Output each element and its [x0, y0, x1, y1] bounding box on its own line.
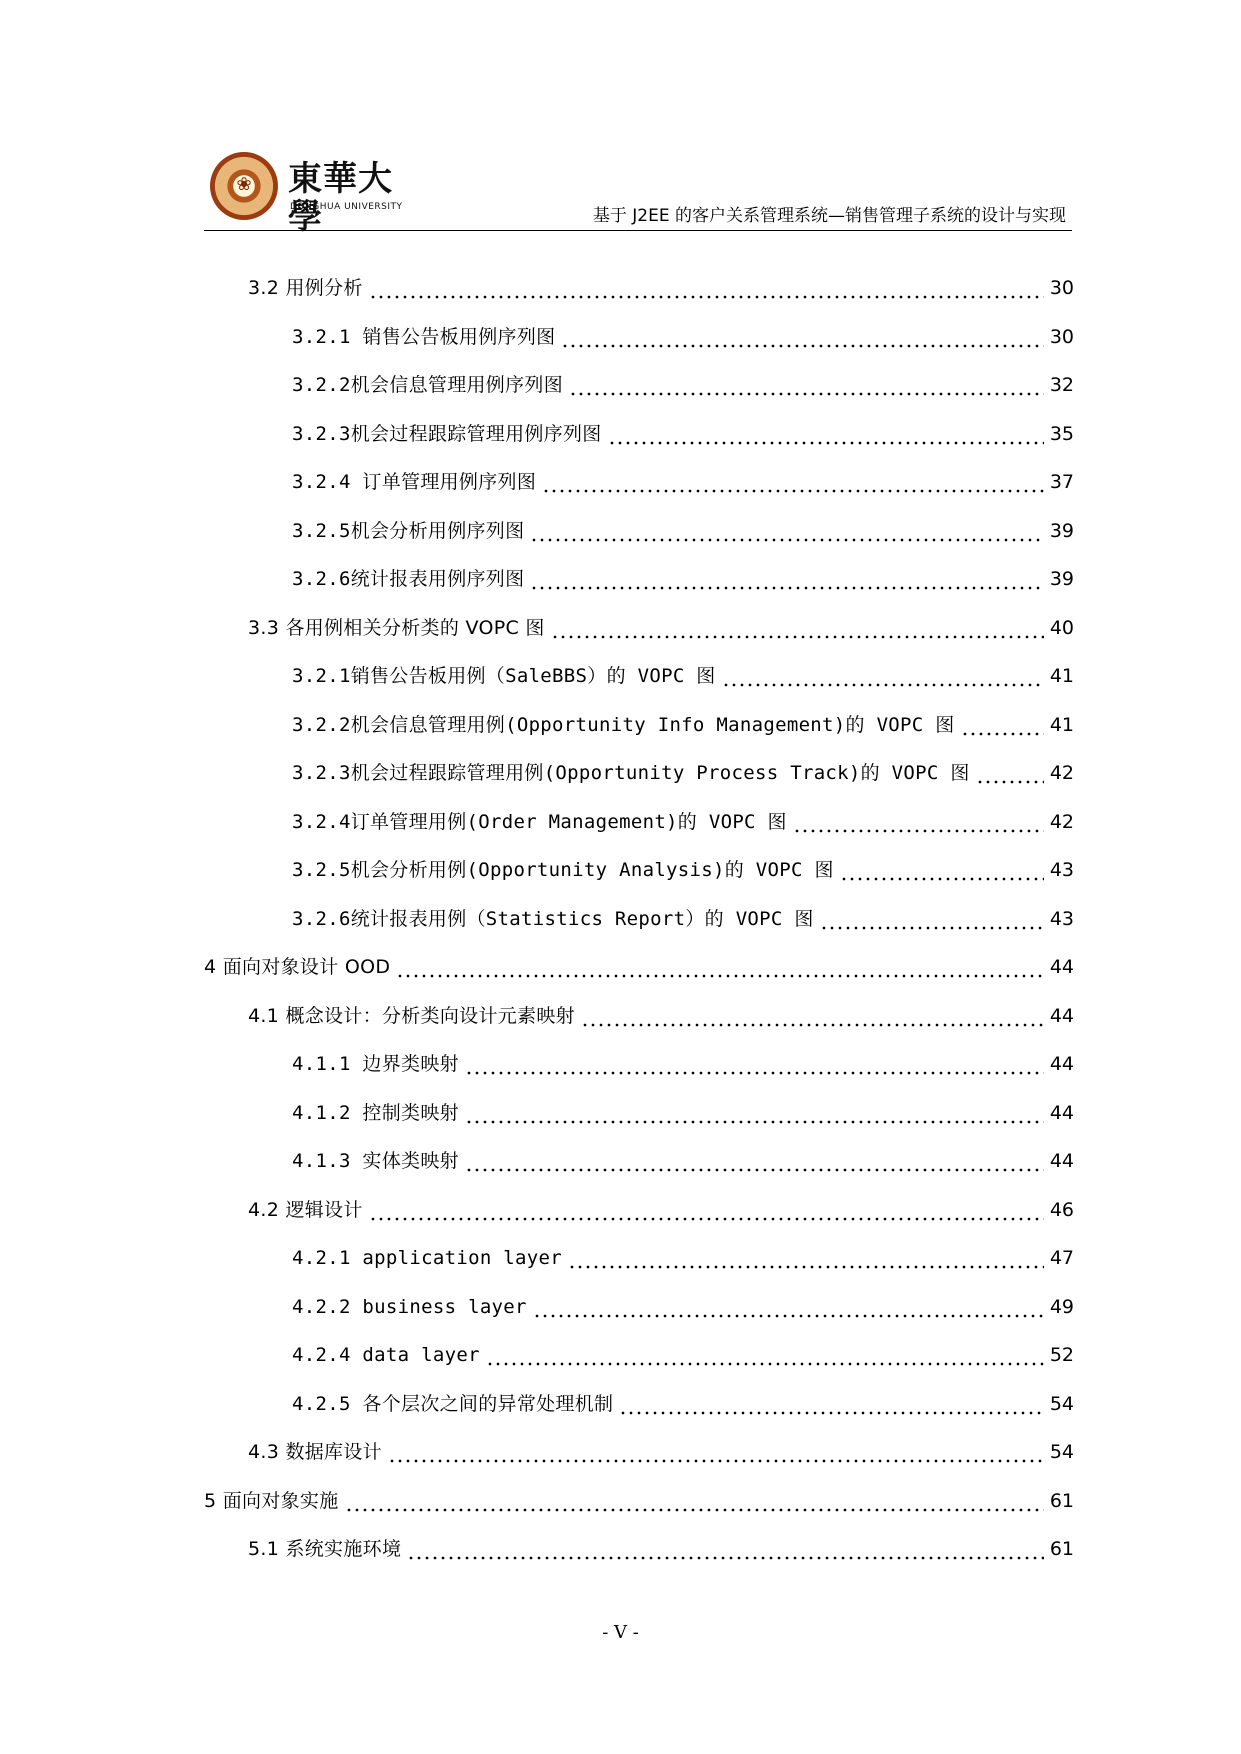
toc-entry-page: 44: [1049, 1004, 1074, 1027]
toc-entry[interactable]: [292, 707, 1074, 737]
toc-leader-dots: [388, 1440, 1044, 1464]
toc-entry-page: 37: [1049, 471, 1074, 493]
toc-entry[interactable]: [292, 513, 1074, 543]
toc-entry[interactable]: [292, 319, 1074, 349]
toc-entry[interactable]: [292, 464, 1074, 494]
toc-entry-page: 61: [1049, 1489, 1074, 1512]
toc-leader-dots: [569, 373, 1044, 397]
toc-entry-page: 40: [1049, 616, 1074, 639]
toc-leader-dots: [345, 1489, 1044, 1513]
toc-entry-label: 4.3 数据库设计: [248, 1441, 382, 1463]
toc-entry-label: 3.2.3机会过程跟踪管理用例(Opportunity Process Track)的 VOPC 图: [292, 762, 970, 784]
toc-entry-label: 4.2.1 application layer: [292, 1247, 562, 1269]
toc-entry-page: 41: [1049, 713, 1074, 736]
logo-chinese-name: 東華大學: [288, 159, 393, 237]
toc-entry[interactable]: [292, 1337, 1074, 1367]
toc-entry[interactable]: [292, 1046, 1074, 1076]
toc-entry-label: 3.2.6统计报表用例（Statistics Report）的 VOPC 图: [292, 907, 814, 930]
toc-entry-label: 4.1.2 控制类映射: [292, 1101, 459, 1124]
toc-entry-page: 44: [1049, 1150, 1074, 1172]
toc-leader-dots: [722, 664, 1044, 688]
toc-entry-label: 3.2 用例分析: [248, 277, 363, 299]
toc-entry[interactable]: [292, 1289, 1074, 1319]
document-title: 基于 J2EE 的客户关系管理系统—销售管理子系统的设计与实现: [592, 206, 1066, 226]
toc-entry-label: 3.2.1销售公告板用例（SaleBBS）的 VOPC 图: [292, 665, 716, 687]
toc-entry-page: 52: [1049, 1344, 1074, 1366]
toc-entry-label: 4.2.2 business layer: [292, 1295, 527, 1318]
toc-leader-dots: [608, 422, 1044, 446]
toc-leader-dots: [561, 325, 1043, 349]
toc-leader-dots: [369, 276, 1044, 300]
toc-entry-label: 3.2.5机会分析用例(Opportunity Analysis)的 VOPC 图: [292, 859, 834, 881]
toc-leader-dots: [619, 1392, 1043, 1416]
toc-entry-page: 49: [1049, 1295, 1074, 1318]
toc-entry-page: 44: [1049, 1053, 1074, 1075]
toc-entry-label: 3.2.2机会信息管理用例(Opportunity Info Management)的 VOPC 图: [292, 713, 955, 736]
toc-entry[interactable]: [292, 1386, 1074, 1416]
toc-leader-dots: [533, 1295, 1044, 1319]
toc-entry-label: 3.2.2机会信息管理用例序列图: [292, 374, 563, 396]
toc-entry-page: 43: [1049, 907, 1074, 930]
toc-leader-dots: [530, 567, 1043, 591]
toc-leader-dots: [976, 761, 1044, 785]
toc-entry[interactable]: [292, 1095, 1074, 1125]
toc-leader-dots: [542, 470, 1044, 494]
seal-emblem-icon: ❀: [236, 174, 252, 195]
toc-entry[interactable]: [292, 1143, 1074, 1173]
toc-leader-dots: [820, 907, 1044, 931]
toc-entry-label: 4.1.3 实体类映射: [292, 1150, 459, 1172]
toc-entry-page: 39: [1049, 519, 1074, 542]
toc-entry-label: 3.2.4 订单管理用例序列图: [292, 471, 537, 493]
toc-leader-dots: [551, 616, 1044, 640]
toc-entry-label: 4.2.5 各个层次之间的异常处理机制: [292, 1392, 614, 1415]
toc-entry[interactable]: [248, 270, 1074, 300]
page-number: - V -: [602, 1622, 639, 1643]
toc-entry-label: 4.2.4 data layer: [292, 1344, 480, 1366]
toc-entry-label: 3.3 各用例相关分析类的 VOPC 图: [248, 616, 545, 639]
toc-entry-page: 44: [1049, 956, 1074, 978]
toc-entry[interactable]: [248, 1531, 1074, 1561]
toc-entry-page: 44: [1049, 1101, 1074, 1124]
logo-english-name: DONGHUA UNIVERSITY: [290, 202, 403, 212]
toc-leader-dots: [465, 1052, 1044, 1076]
toc-entry-label: 3.2.3机会过程跟踪管理用例序列图: [292, 422, 602, 445]
toc-leader-dots: [961, 713, 1044, 737]
toc-leader-dots: [568, 1246, 1044, 1270]
toc-entry-page: 32: [1049, 374, 1074, 396]
toc-entry-label: 4 面向对象设计 OOD: [204, 956, 391, 978]
toc-entry-page: 42: [1049, 762, 1074, 784]
toc-entry[interactable]: [204, 1483, 1074, 1513]
toc-entry-label: 5.1 系统实施环境: [248, 1538, 402, 1560]
toc-entry-label: 3.2.1 销售公告板用例序列图: [292, 325, 556, 348]
toc-entry-page: 54: [1049, 1392, 1074, 1415]
toc-entry-label: 3.2.4订单管理用例(Order Management)的 VOPC 图: [292, 810, 787, 833]
toc-entry[interactable]: [292, 755, 1074, 785]
toc-entry[interactable]: [292, 804, 1074, 834]
toc-entry[interactable]: [292, 1240, 1074, 1270]
toc-leader-dots: [407, 1537, 1044, 1561]
toc-entry-page: 47: [1049, 1247, 1074, 1269]
toc-entry[interactable]: [292, 901, 1074, 931]
toc-entry[interactable]: [248, 1434, 1074, 1464]
toc-leader-dots: [793, 810, 1044, 834]
toc-entry-label: 3.2.6统计报表用例序列图: [292, 568, 525, 590]
toc-entry-page: 30: [1049, 277, 1074, 299]
toc-entry-page: 39: [1049, 568, 1074, 590]
toc-leader-dots: [840, 858, 1044, 882]
toc-entry[interactable]: [292, 561, 1074, 591]
toc-entry-page: 42: [1049, 810, 1074, 833]
toc-entry-label: 4.1 概念设计：分析类向设计元素映射: [248, 1004, 575, 1027]
toc-entry[interactable]: [248, 610, 1074, 640]
toc-leader-dots: [465, 1101, 1044, 1125]
toc-leader-dots: [396, 955, 1044, 979]
toc-leader-dots: [465, 1149, 1044, 1173]
toc-entry[interactable]: [292, 658, 1074, 688]
toc-entry[interactable]: [292, 852, 1074, 882]
toc-entry-label: 5 面向对象实施: [204, 1489, 339, 1512]
toc-entry-page: 43: [1049, 859, 1074, 881]
toc-entry-page: 41: [1049, 665, 1074, 687]
toc-entry-page: 46: [1049, 1198, 1074, 1221]
toc-entry[interactable]: [248, 1192, 1074, 1222]
toc-entry-label: 4.1.1 边界类映射: [292, 1053, 459, 1075]
toc-entry-page: 35: [1049, 422, 1074, 445]
toc-leader-dots: [530, 519, 1043, 543]
toc-entry[interactable]: [204, 949, 1074, 979]
toc-entry-page: 61: [1049, 1538, 1074, 1560]
toc-entry[interactable]: [248, 998, 1074, 1028]
toc-entry-page: 54: [1049, 1441, 1074, 1463]
toc-leader-dots: [369, 1198, 1044, 1222]
toc-entry-page: 30: [1049, 325, 1074, 348]
toc-entry-label: 4.2 逻辑设计: [248, 1198, 363, 1221]
toc-leader-dots: [581, 1004, 1044, 1028]
toc-entry[interactable]: [292, 367, 1074, 397]
toc-entry[interactable]: [292, 416, 1074, 446]
toc-entry-label: 3.2.5机会分析用例序列图: [292, 519, 525, 542]
toc-leader-dots: [486, 1343, 1044, 1367]
